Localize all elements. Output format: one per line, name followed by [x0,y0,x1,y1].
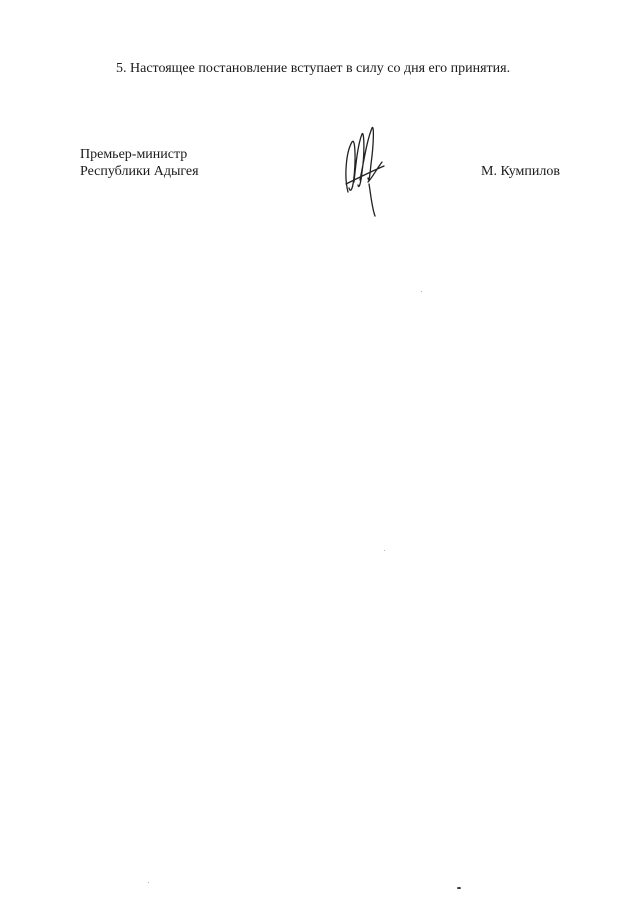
scan-speck [457,887,461,889]
handwritten-signature [338,122,388,218]
paragraph-5: 5. Настоящее постановление вступает в силу со дня его принятия. [116,61,511,76]
scan-speck [421,291,422,292]
signatory-position [80,146,199,180]
signatory-position-line-1: Премьер-министр [80,147,188,162]
scan-speck [384,550,385,551]
signatory-name: М. Кумпилов [481,164,560,179]
signatory-position-line-2: Республики Адыгея [80,164,199,179]
scan-speck [148,882,149,883]
